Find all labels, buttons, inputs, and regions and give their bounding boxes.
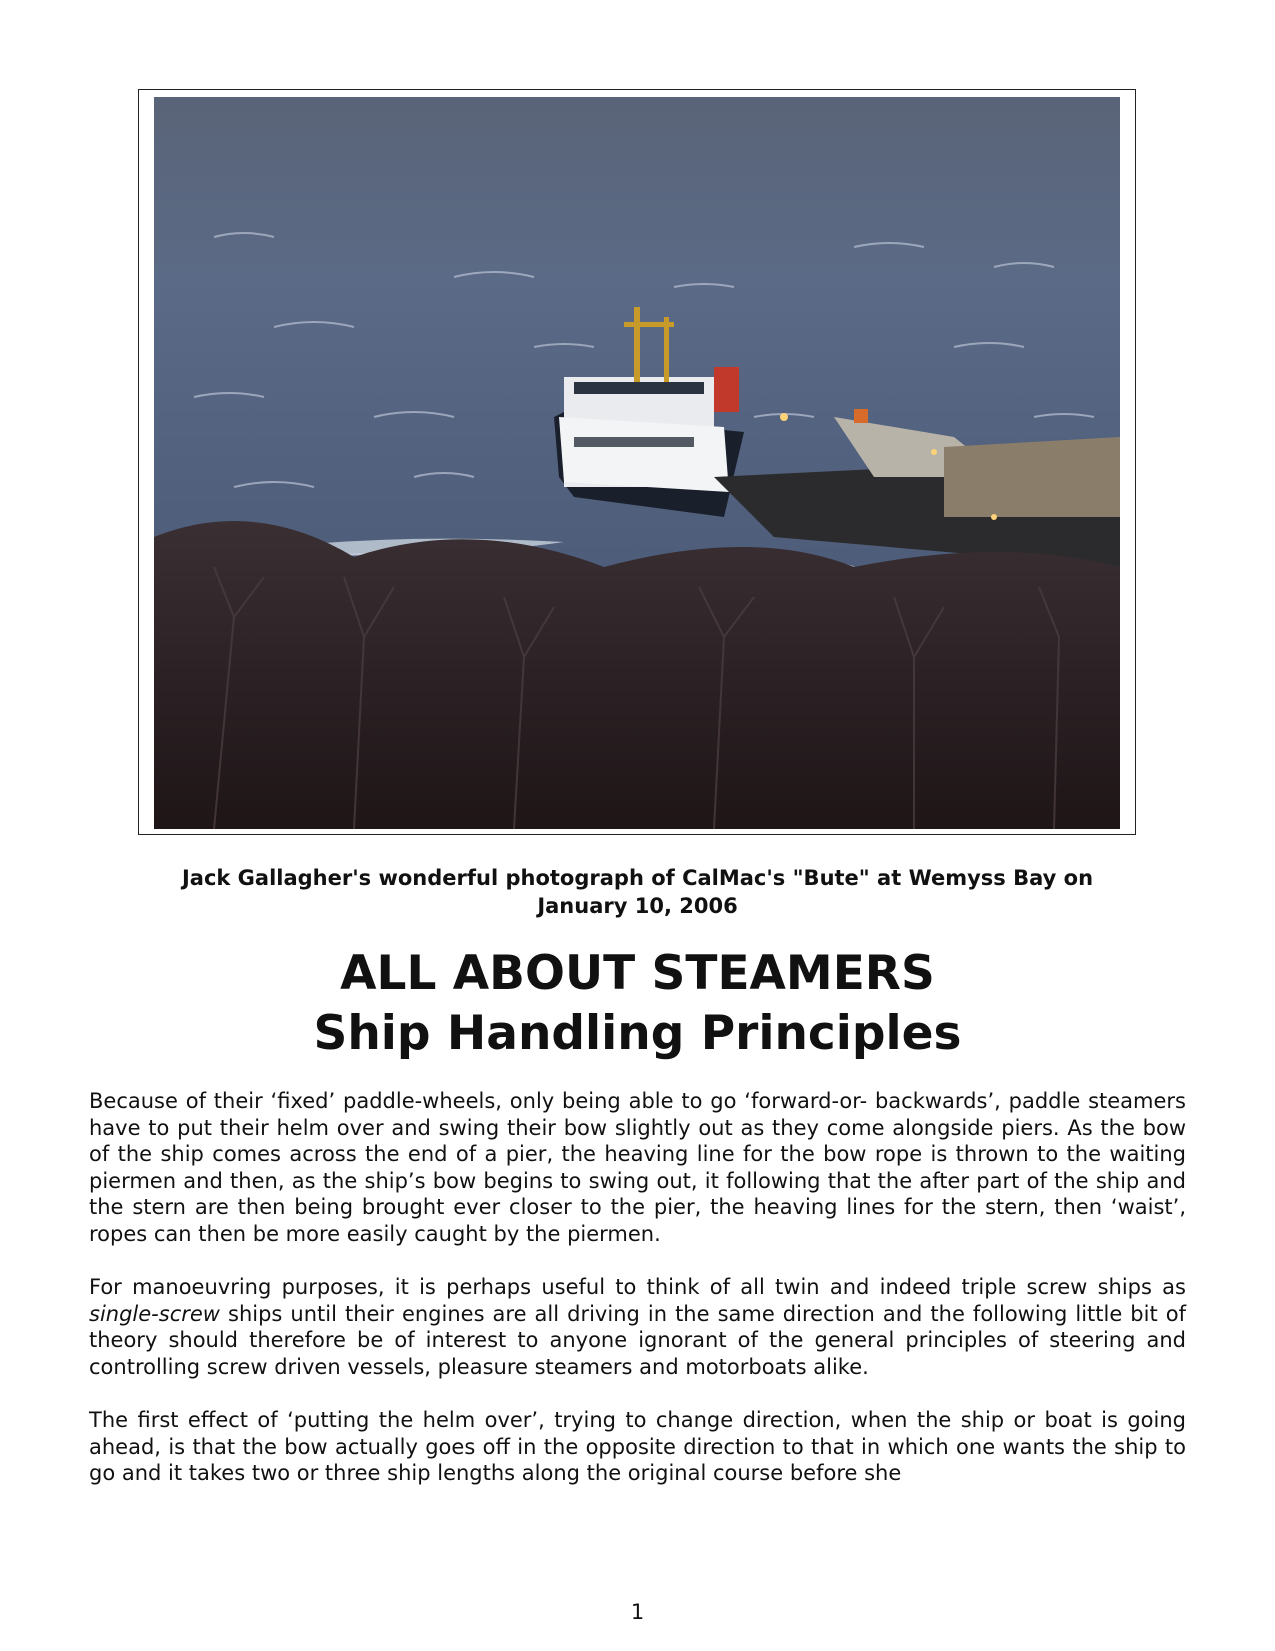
photo-frame — [138, 89, 1136, 835]
photo-caption — [120, 864, 1155, 920]
ferry-photo — [154, 97, 1120, 829]
paragraph-2 — [89, 1274, 1186, 1380]
caption-line-1: Jack Gallagher's wonderful photograph of CalMac's "Bute" at Wemyss Bay on — [181, 866, 1094, 890]
title-line-2: Ship Handling Principles — [313, 1006, 962, 1061]
paragraph-2-emphasis: single-screw — [89, 1301, 220, 1326]
page-number: 1 — [630, 1600, 645, 1624]
body-text — [89, 1088, 1186, 1514]
paragraph-2-end: ships until their engines are all driving in the same direction and the following little bit of theory should therefore be of interest to anyone ignorant of the general principles of steering and controlling screw driven vessels, pleasure steamers and motorboats alike. — [89, 1301, 1186, 1379]
paragraph-3: The first effect of ‘putting the helm over’, trying to change direction, when the ship or boat is going ahead, is that the bow actually goes off in the opposite direction to that in which one wants the ship to go and it takes two or three ship lengths along the original course before she — [89, 1408, 1186, 1485]
title-line-1: ALL ABOUT STEAMERS — [340, 946, 935, 1001]
paragraph-1: Because of their ‘fixed’ paddle-wheels, only being able to go ‘forward-or- backwards’, paddle steamers have to put their helm over and swing their bow slightly out as they come alongside piers. As the bow of the ship comes across the end of a pier, the heaving line for the bow rope is thrown to the waiting piermen and then, as the ship’s bow begins to swing out, it following that the after part of the ship and the stern are then being brought ever closer to the pier, the heaving lines for the stern, then ‘waist’, ropes can then be more easily caught by the piermen. — [89, 1089, 1186, 1246]
caption-line-2: January 10, 2006 — [537, 894, 738, 918]
paragraph-2-start: For manoeuvring purposes, it is perhaps useful to think of all twin and indeed triple screw ships as — [89, 1275, 1186, 1299]
page-title — [0, 944, 1275, 1064]
